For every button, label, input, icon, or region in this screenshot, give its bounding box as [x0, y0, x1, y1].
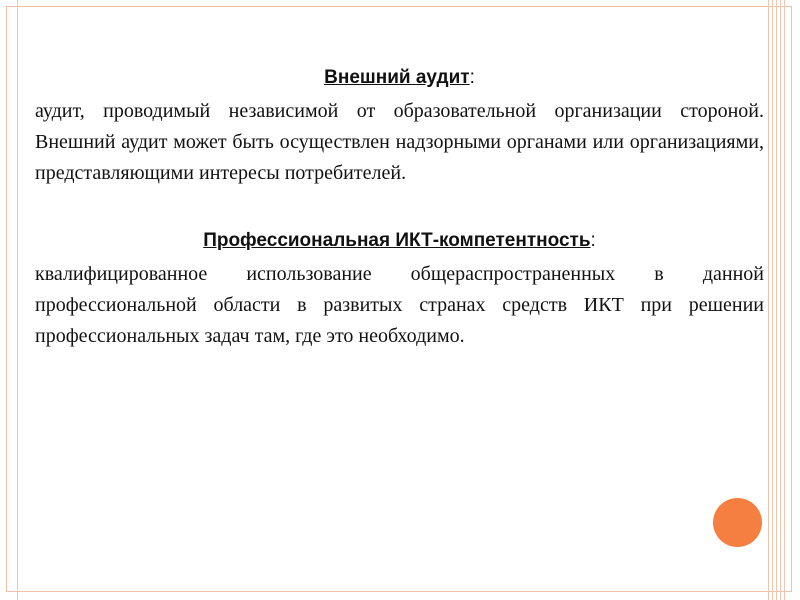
right-border-line: [784, 0, 785, 600]
definition-ict-competence: квалифицированное использование общераспространенных в данной профессиональной области в развитых странах средств ИКТ при решении профессиональных задач там, где это необходимо.: [35, 263, 764, 347]
right-border-line: [776, 0, 777, 600]
section-heading-ict-competence: [35, 227, 764, 255]
definition-external-audit: аудит, проводимый независимой от образовательной организации стороной. Внешний аудит может быть осуществлен надзорными органами или организациями, представляющими интересы потребителей.: [35, 100, 764, 184]
section-spacer: [35, 189, 764, 219]
term-ict-competence: Профессиональная ИКТ-компетентность: [203, 230, 591, 251]
left-border-line: [17, 0, 18, 600]
right-border-line: [772, 0, 773, 600]
right-border-line: [780, 0, 781, 600]
right-border-line: [768, 0, 769, 600]
section-heading-external-audit: [35, 64, 764, 92]
decorative-circle: [713, 498, 762, 547]
slide-content: [35, 64, 764, 352]
heading-colon: :: [469, 67, 475, 88]
term-external-audit: Внешний аудит: [324, 67, 470, 88]
heading-colon: :: [590, 230, 596, 251]
